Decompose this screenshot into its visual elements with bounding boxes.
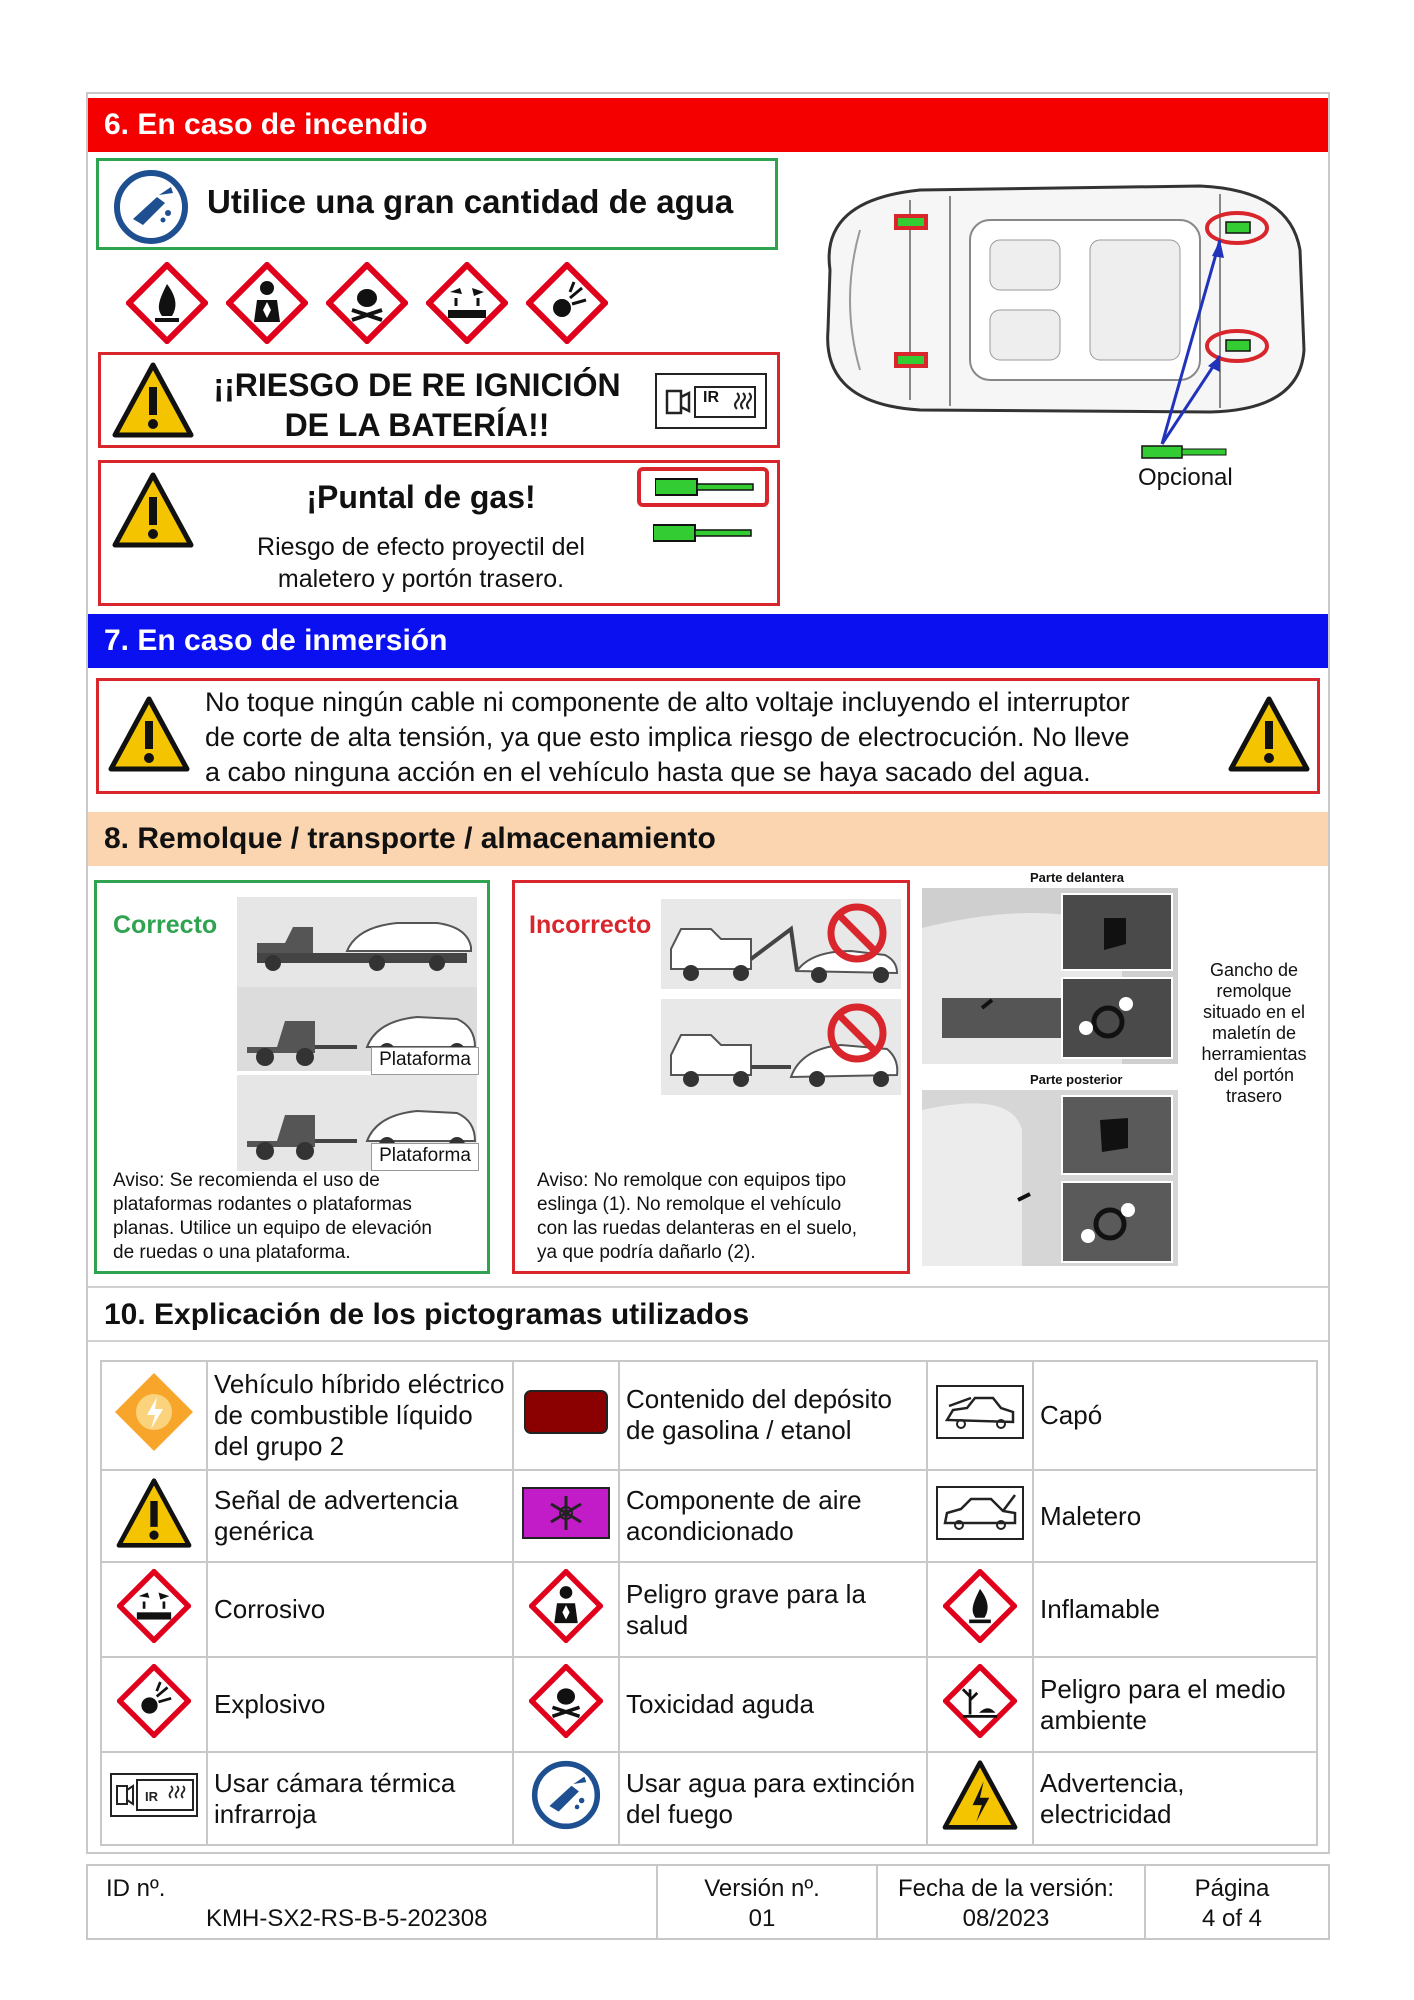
gas-strut-line-1: Riesgo de efecto proyectil del: [257, 533, 585, 561]
towing-correct-images: [237, 897, 477, 1193]
section-immersion-title: 7. En caso de inmersión: [88, 614, 1328, 668]
svg-text:IR: IR: [145, 1789, 158, 1805]
warning-icon: [114, 1477, 194, 1549]
immersion-line-3: a cabo ninguna acción en el vehículo hasta que se haya sacado del agua.: [205, 757, 1091, 787]
hazard-pictogram-row: [126, 262, 616, 344]
reignition-line-2: DE LA BATERÍA!!: [284, 407, 550, 443]
footer-id-label: ID nº.: [106, 1875, 166, 1902]
reignition-title: [197, 365, 637, 445]
gas-strut-description: [221, 531, 621, 595]
pictogram-cell: [513, 1562, 619, 1657]
gas-strut-highlight: [637, 467, 769, 507]
gas-strut-title: ¡Puntal de gas!: [306, 479, 536, 515]
footer-id-cell: [87, 1865, 657, 1939]
towing-incorrect-note: [537, 1169, 907, 1265]
water-extinguish-icon: [113, 169, 189, 245]
hook-note-line: remolque: [1216, 981, 1292, 1001]
corrosive-icon: [117, 1569, 191, 1643]
electricity-warning-icon: [940, 1759, 1020, 1831]
immersion-warning-box: [96, 678, 1320, 794]
pictogram-cell: [101, 1361, 207, 1470]
hook-note-line: del portón: [1213, 1065, 1295, 1085]
gas-strut-icon: [653, 523, 753, 543]
warning-icon: [1227, 695, 1311, 773]
pictogram-cell: [927, 1562, 1033, 1657]
incorrect-note-line: eslinga (1). No remolque el vehículo: [537, 1194, 842, 1215]
hook-note-line: herramientas: [1201, 1044, 1307, 1064]
footer-version-cell: [657, 1865, 877, 1939]
platform-label-1: Plataforma: [371, 1047, 479, 1075]
warning-icon: [111, 471, 195, 549]
car-hood-icon: [935, 1384, 1025, 1440]
table-row: [101, 1562, 1317, 1657]
thermal-camera-icon: [655, 373, 767, 429]
pictogram-label: Contenido del depósito de gasolina / etanol: [619, 1361, 927, 1470]
pictogram-label: Usar cámara térmica infrarroja: [207, 1752, 513, 1845]
pictogram-cell: [513, 1470, 619, 1563]
water-extinguish-icon: [531, 1760, 601, 1830]
reignition-line-1: ¡¡RIESGO DE RE IGNICIÓN: [213, 367, 621, 403]
immersion-line-2: de corte de alta tensión, ya que esto implica riesgo de electrocución. No lleve: [205, 722, 1130, 752]
hook-note-line: Gancho de: [1209, 960, 1299, 980]
footer-page-value: 4 of 4: [1201, 1905, 1263, 1932]
warning-icon: [107, 695, 191, 773]
ir-label: IR: [703, 389, 719, 406]
document-footer: [86, 1864, 1330, 1940]
front-tow-hook-photo: [922, 888, 1178, 1064]
pictogram-cell: [513, 1752, 619, 1845]
pictogram-label: Peligro grave para la salud: [619, 1562, 927, 1657]
flammable-icon: [126, 262, 208, 344]
pictogram-label: Vehículo híbrido eléctrico de combustible líquido del grupo 2: [207, 1361, 513, 1470]
corrosive-icon: [426, 262, 508, 344]
section-fire-title: 6. En caso de incendio: [88, 98, 1328, 152]
air-conditioning-icon: [521, 1486, 611, 1540]
pictogram-label: Advertencia, electricidad: [1033, 1752, 1317, 1845]
pictogram-label: Maletero: [1033, 1470, 1317, 1563]
towing-incorrect-box: [512, 880, 910, 1274]
pictogram-table: [100, 1360, 1318, 1846]
pictogram-label: Peligro para el medio ambiente: [1033, 1657, 1317, 1752]
gas-strut-warning-box: [98, 460, 780, 606]
rear-part-label: Parte posterior: [1030, 1072, 1123, 1087]
footer-version-label: Versión nº.: [704, 1875, 820, 1902]
pictogram-cell: [513, 1361, 619, 1470]
platform-label-2: Plataforma: [371, 1143, 479, 1171]
toxic-icon: [529, 1664, 603, 1738]
footer-page-label: Página: [1194, 1875, 1270, 1902]
vehicle-top-view-diagram: [800, 160, 1320, 500]
thermal-camera-icon: [109, 1772, 199, 1818]
hook-note-line: situado en el: [1202, 1002, 1306, 1022]
towing-incorrect-label: Incorrecto: [529, 911, 652, 939]
incorrect-note-line: con las ruedas delanteras en el suelo,: [537, 1218, 858, 1239]
flammable-icon: [943, 1569, 1017, 1643]
footer-version-value: 01: [748, 1905, 776, 1932]
table-row: [101, 1470, 1317, 1563]
table-row: [101, 1361, 1317, 1470]
section-pictograms-title: 10. Explicación de los pictogramas utilizados: [88, 1286, 1328, 1342]
footer-id-value: KMH-SX2-RS-B-5-202308: [206, 1905, 488, 1932]
toxic-icon: [326, 262, 408, 344]
incorrect-note-line: ya que podría dañarlo (2).: [537, 1242, 756, 1263]
gas-strut-line-2: maletero y portón trasero.: [277, 565, 565, 593]
pictogram-cell: [101, 1562, 207, 1657]
pictogram-label: Toxicidad aguda: [619, 1657, 927, 1752]
rear-tow-hook-photo: [922, 1090, 1178, 1266]
pictogram-cell: [927, 1361, 1033, 1470]
pictogram-cell: [927, 1657, 1033, 1752]
table-row: [101, 1657, 1317, 1752]
pictogram-label: Corrosivo: [207, 1562, 513, 1657]
footer-date-value: 08/2023: [962, 1905, 1050, 1932]
pictogram-label: Usar agua para extinción del fuego: [619, 1752, 927, 1845]
pictogram-label: Señal de advertencia genérica: [207, 1470, 513, 1563]
hook-note-line: trasero: [1225, 1086, 1283, 1106]
pictogram-cell: [101, 1470, 207, 1563]
gas-strut-icon: [655, 477, 755, 497]
correct-note-line: plataformas rodantes o plataformas: [113, 1194, 412, 1215]
optional-label: Opcional: [1138, 464, 1233, 491]
footer-date-label: Fecha de la versión:: [897, 1875, 1115, 1902]
immersion-line-1: No toque ningún cable ni componente de alto voltaje incluyendo el interruptor: [205, 687, 1130, 717]
environment-hazard-icon: [943, 1664, 1017, 1738]
footer-page-cell: [1145, 1865, 1329, 1939]
towing-correct-note: [113, 1169, 483, 1265]
pictogram-label: Componente de aire acondicionado: [619, 1470, 927, 1563]
hook-note-line: maletín de: [1211, 1023, 1297, 1043]
pictogram-label: Capó: [1033, 1361, 1317, 1470]
correct-note-line: Aviso: Se recomienda el uso de: [113, 1170, 380, 1191]
water-notice-box: [96, 158, 778, 250]
table-row: [101, 1752, 1317, 1845]
vehicle-top-view-illustration: [800, 160, 1320, 500]
hybrid-vehicle-icon: [111, 1369, 197, 1455]
pictogram-label: Inflamable: [1033, 1562, 1317, 1657]
correct-note-line: de ruedas o una plataforma.: [113, 1242, 351, 1263]
pictogram-cell: [927, 1752, 1033, 1845]
car-trunk-icon: [935, 1485, 1025, 1541]
health-hazard-icon: [529, 1569, 603, 1643]
incorrect-towing-illustration: [661, 899, 901, 1099]
front-part-label: Parte delantera: [1030, 870, 1124, 885]
pictogram-cell: [101, 1657, 207, 1752]
towing-correct-label: Correcto: [113, 911, 218, 939]
pictogram-cell: [927, 1470, 1033, 1563]
towing-correct-box: [94, 880, 490, 1274]
water-notice-text: Utilice una gran cantidad de agua: [207, 183, 734, 220]
section-towing-title: 8. Remolque / transporte / almacenamiento: [88, 812, 1328, 866]
warning-icon: [111, 361, 195, 439]
reignition-warning-box: [98, 352, 780, 448]
pictogram-cell: [101, 1752, 207, 1845]
explosive-icon: [526, 262, 608, 344]
fuel-tank-icon: [523, 1387, 609, 1437]
health-hazard-icon: [226, 262, 308, 344]
explosive-icon: [117, 1664, 191, 1738]
pictogram-cell: [513, 1657, 619, 1752]
immersion-warning-text: [205, 685, 1225, 790]
pictogram-label: Explosivo: [207, 1657, 513, 1752]
footer-date-cell: [877, 1865, 1145, 1939]
tow-hook-note: [1186, 960, 1322, 1107]
incorrect-note-line: Aviso: No remolque con equipos tipo: [537, 1170, 847, 1191]
correct-note-line: planas. Utilice un equipo de elevación: [113, 1218, 432, 1239]
